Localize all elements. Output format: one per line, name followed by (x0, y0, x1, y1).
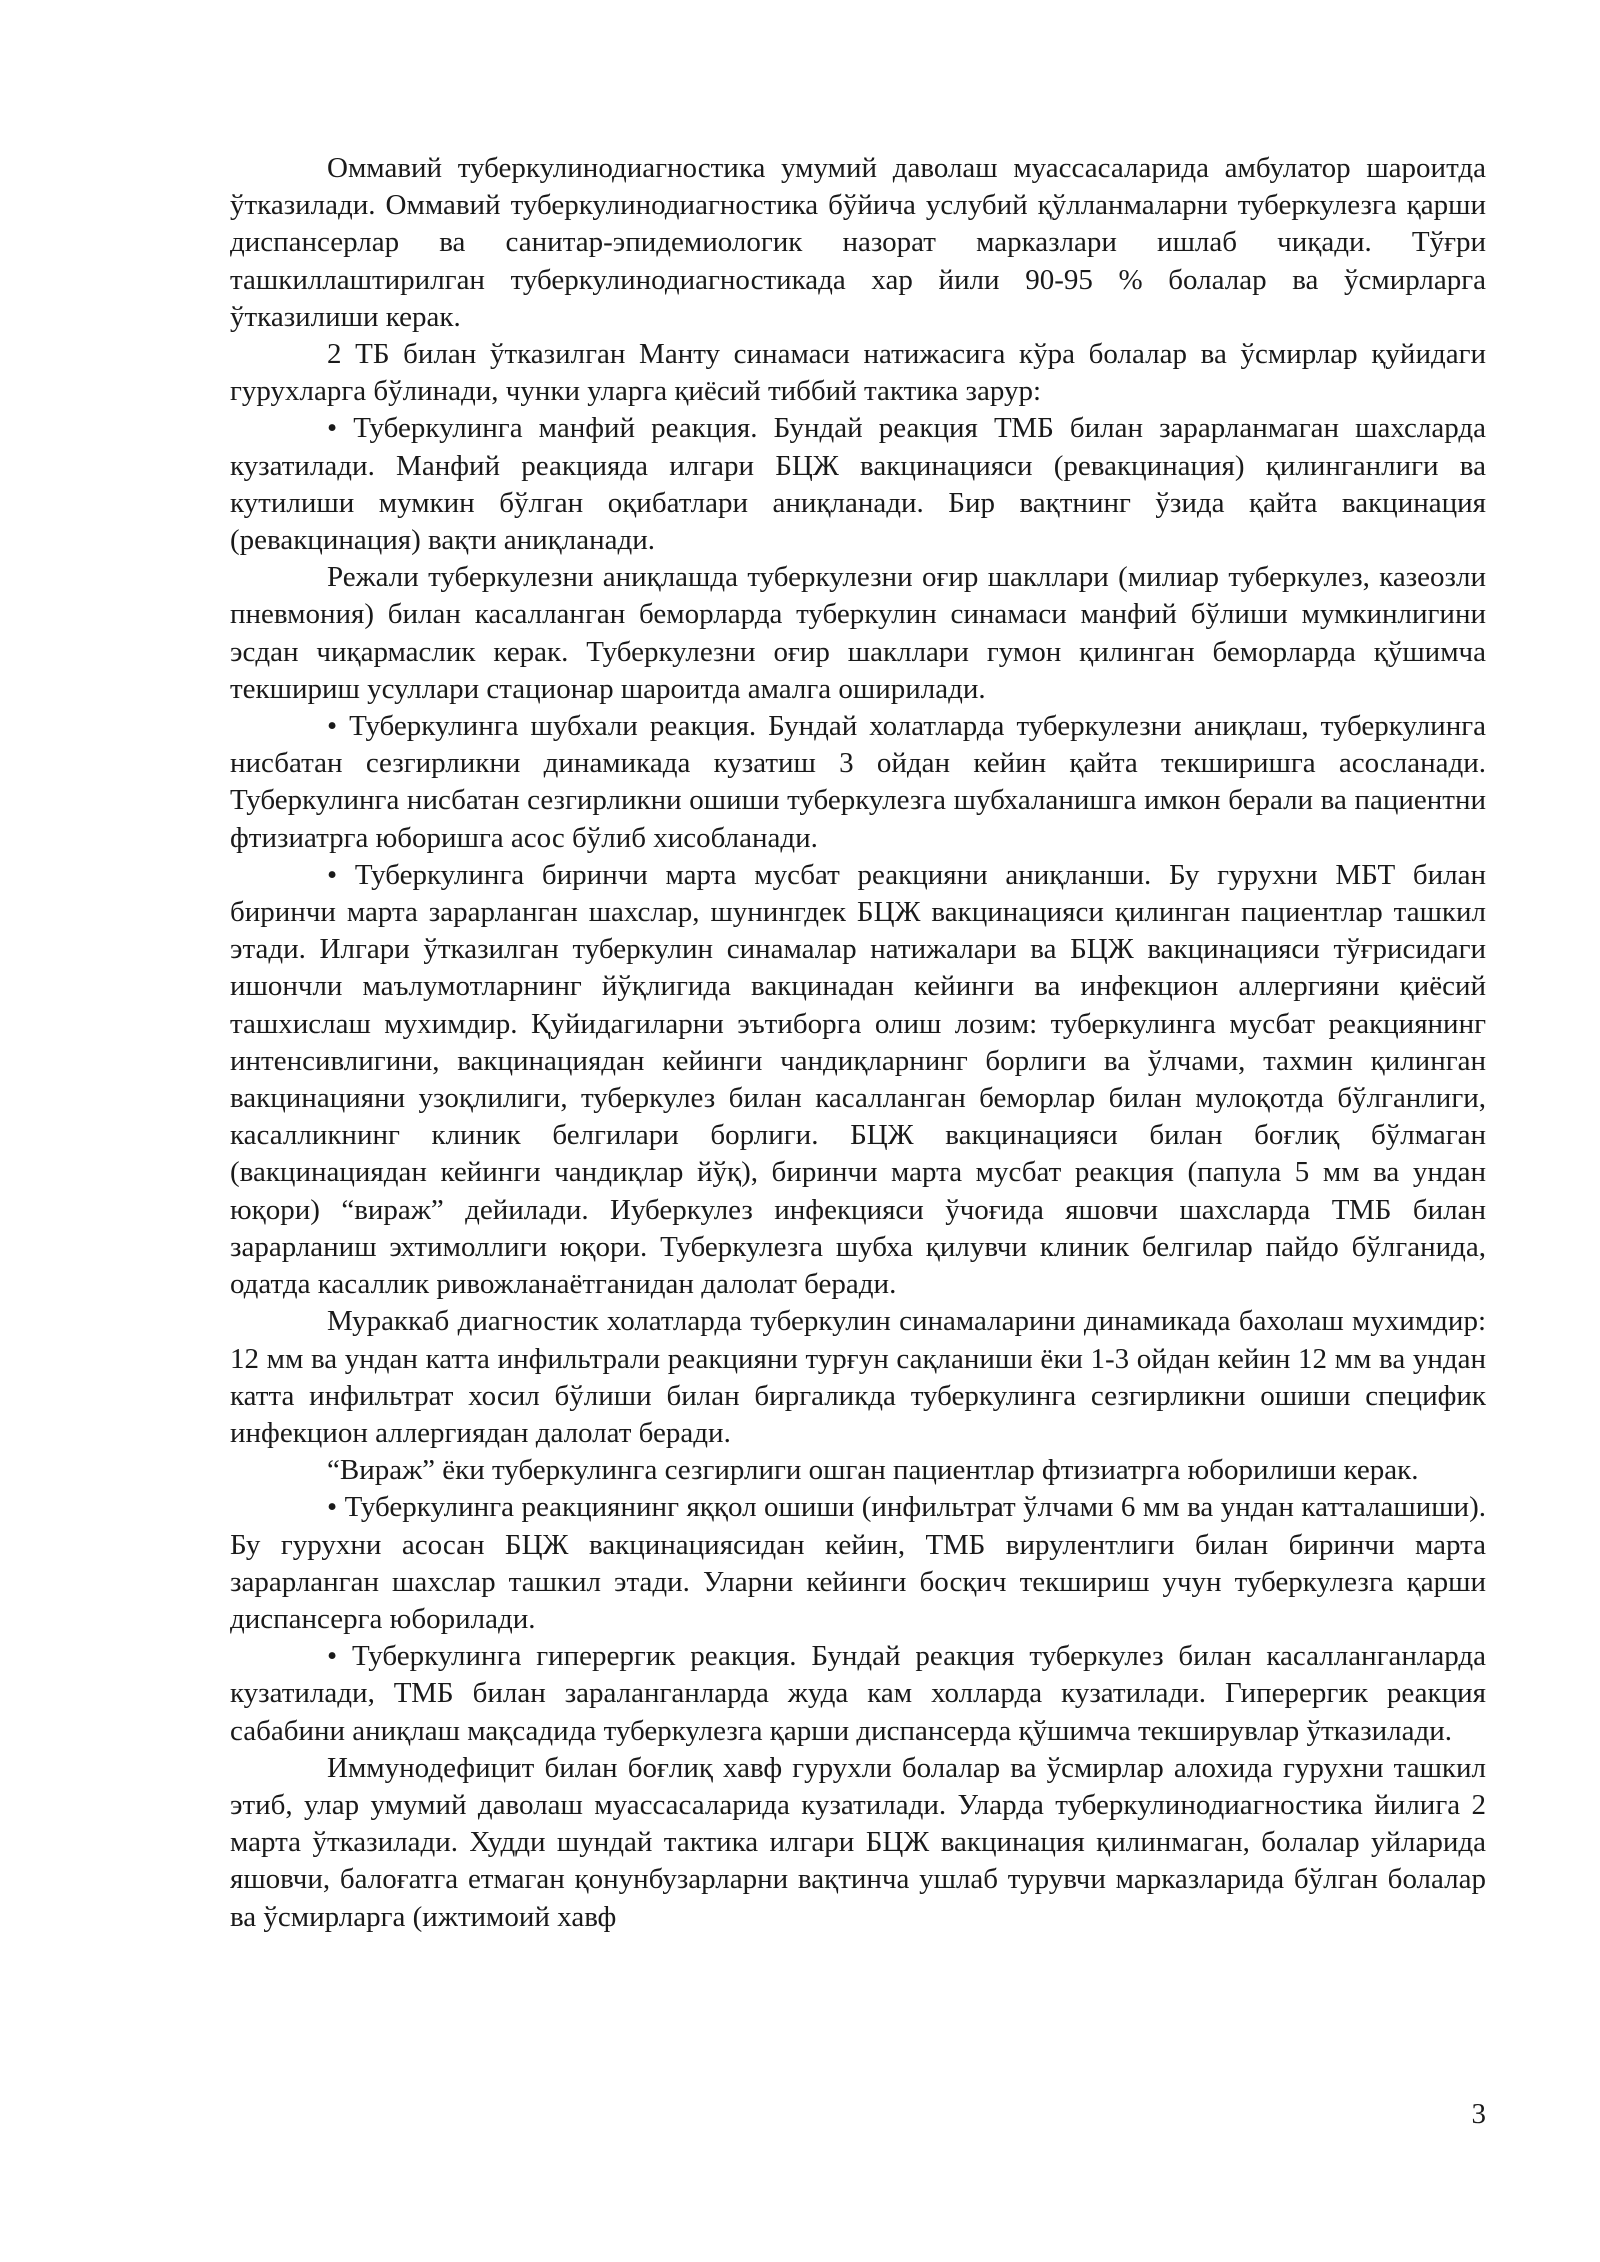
paragraph-immunodeficiency-risk: Иммунодефицит билан боғлиқ хавф гурухли болалар ва ўсмирлар алохида гурухни ташкил этиб, улар умумий даволаш муассасаларида кузатилади. Уларда туберкулинодиагностика йилига 2 марта ўтказилади. Худди шундай тактика илгари БЦЖ вакцинация қилинмаган, болалар уйларида яшовчи, балоғатга етмаган қонунбузарларни вақтинча ушлаб турувчи марказларида бўлган болалар ва ўсмирларга (ижтимоий хавф (230, 1751, 1486, 1933)
document-body (230, 150, 1486, 1936)
paragraph-complex-diagnostics: Мураккаб диагностик холатларда туберкулин синамаларини динамикада бахолаш мухимдир: 12 мм ва ундан катта инфильтрали реакцияни турғун сақланиши ёки 1-3 ойдан кейин 12 мм ва ундан катта инфильтрат хосил бўлиши билан биргаликда туберкулинга сезгирликни ошиши специфик инфекцион аллергиядан далолат беради. (230, 1305, 1486, 1449)
paragraph-doubtful-reaction: • Туберкулинга шубхали реакция. Бундай холатларда туберкулезни аниқлаш, туберкулинга нисбатан сезгирликни динамикада кузатиш 3 ойдан кейин қайта текширишга асосланади. Туберкулинга нисбатан сезгирликни ошиши туберкулезга шубхаланишга имкон берали ва пациентни фтизиатрга юборишга асос бўлиб хисобланади. (230, 710, 1486, 854)
paragraph-virage-referral: “Вираж” ёки туберкулинга сезгирлиги ошган пациентлар фтизиатрга юборилиши керак. (327, 1454, 1419, 1487)
paragraph-mantoux-groups: 2 ТБ билан ўтказилган Манту синамаси натижасига кўра болалар ва ўсмирлар қуйидаги гурухларга бўлинади, чунки уларга қиёсий тиббий тактика зарур: (230, 338, 1486, 408)
paragraph-severe-forms: Режали туберкулезни аниқлашда туберкулезни оғир шакллари (милиар туберкулез, казеозли пневмония) билан касалланган беморларда туберкулин синамаси манфий бўлиши мумкинлигини эсдан чиқармаслик керак. Туберкулезни оғир шакллари гумон қилинган беморларда қўшимча текшириш усуллари стационар шароитда амалга оширилади. (230, 561, 1486, 705)
paragraph-mass-tuberculin-diagnostics: Оммавий туберкулинодиагностика умумий даволаш муассасаларида амбулатор шароитда ўтказилади. Оммавий туберкулинодиагностика бўйича услубий қўлланмаларни туберкулезга қарши диспансерлар ва санитар-эпидемиологик назорат марказлари ишлаб чиқади. Тўғри ташкиллаштирилган туберкулинодиагностикада хар йили 90-95 % болалар ва ўсмирларга ўтказилиши керак. (230, 152, 1486, 333)
paragraph-first-positive-reaction: • Туберкулинга биринчи марта мусбат реакцияни аниқланши. Бу гурухни МБТ билан биринчи марта зарарланган шахслар, шунингдек БЦЖ вакцинацияси қилинган пациентлар ташкил этади. Илгари ўтказилган туберкулин синамалар натижалари ва БЦЖ вакцинацияси тўғрисидаги ишончли маълумотларнинг йўқлигида вакцинадан кейинги ва инфекцион аллергияни қиёсий ташхислаш мухимдир. Қуйидагиларни эътиборга олиш лозим: туберкулинга мусбат реакциянинг интенсивлигини, вакцинациядан кейинги чандиқларнинг борлиги ва ўлчами, тахмин қилинган вакцинацияни узоқлилиги, туберкулез билан касалланган беморлар билан мулоқотда бўлганлиги, касалликнинг клиник белгилари борлиги. БЦЖ вакцинацияси билан боғлиқ бўлмаган (вакцинациядан кейинги чандиқлар йўқ), биринчи марта мусбат реакция (папула 5 мм ва ундан юқори) “вираж” дейилади. Иуберкулез инфекцияси ўчоғида яшовчи шахсларда ТМБ билан зарарланиш эхтимоллиги юқори. Туберкулезга шубха қилувчи клиник белгилар пайдо бўлганида, одатда касаллик ривожланаётганидан далолат беради. (230, 858, 1486, 1301)
page-number: 3 (1471, 2098, 1486, 2130)
paragraph-negative-reaction: • Туберкулинга манфий реакция. Бундай реакция ТМБ билан зарарланмаган шахсларда кузатилади. Манфий реакцияда илгари БЦЖ вакцинацияси (ревакцинация) қилинганлиги ва кутилиши мумкин бўлган оқибатлари аниқланади. Бир вақтнинг ўзида қайта вакцинация (ревакцинация) вақти аниқланади. (230, 412, 1486, 557)
paragraph-marked-increase: • Туберкулинга реакциянинг яққол ошиши (инфильтрат ўлчами 6 мм ва ундан катталашиши). Бу гурухни асосан БЦЖ вакцинациясидан кейин, ТМБ вирулентлиги билан биринчи марта зарарланган шахслар ташкил этади. Уларни кейинги босқич текшириш учун туберкулезга қарши диспансерга юборилади. (230, 1491, 1486, 1635)
paragraph-hyperergic-reaction: • Туберкулинга гиперергик реакция. Бундай реакция туберкулез билан касалланганларда кузатилади, ТМБ билан зараланганларда жуда кам холларда кузатилади. Гиперергик реакция сабабини аниқлаш мақсадида туберкулезга қарши диспансерда қўшимча текширувлар ўтказилади. (230, 1640, 1486, 1747)
